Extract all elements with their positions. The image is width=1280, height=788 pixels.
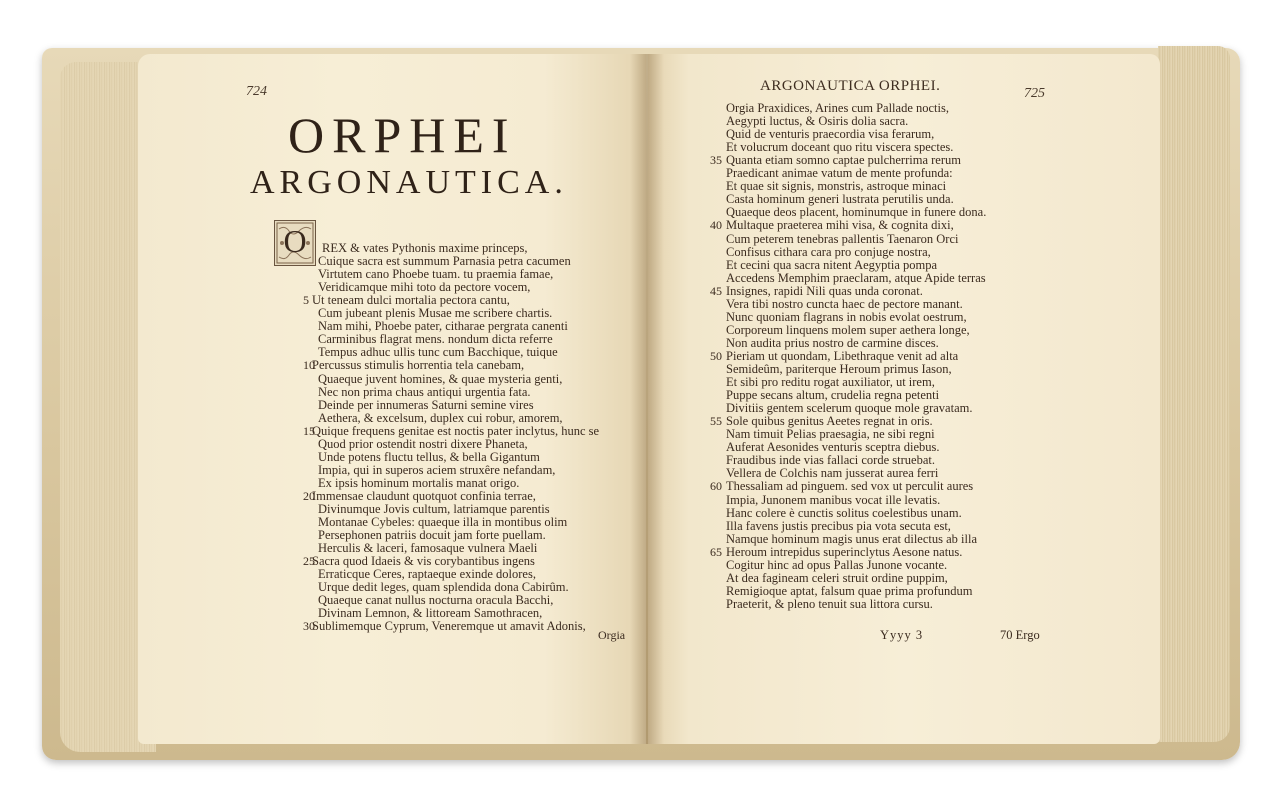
verse-line: Fraudibus inde vias fallaci corde struebat. — [726, 453, 935, 468]
line-number: 45 — [710, 283, 722, 298]
verse-line: Herculis & laceri, famosaque vulnera Maeli — [318, 541, 538, 556]
signature-mark: Yyyy 3 — [880, 628, 924, 642]
verse-line: Illa favens justis precibus pia vota secuta est, — [726, 518, 951, 533]
line-number: 20 — [303, 488, 315, 503]
verse-line: Tempus adhuc ullis tunc cum Bacchique, tuique — [318, 345, 558, 360]
verse-line: Impia, qui in superos aciem struxêre nefandam, — [318, 462, 556, 477]
line-number: 35 — [710, 153, 722, 168]
verse-line: Erraticque Ceres, raptaeque exinde dolores, — [318, 567, 536, 582]
verse-line: Nam mihi, Phoebe pater, citharae pergrata canenti — [318, 319, 568, 334]
verse-line: Praedicant animae vatum de mente profunda: — [726, 166, 953, 181]
verse-line: Cum jubeant plenis Musae me scribere chartis. — [318, 306, 553, 321]
verse-line: Nec non prima chaus antiqui urgentia fata. — [318, 384, 531, 399]
verse-line: Persephonen patriis docuit jam forte puellam. — [318, 528, 546, 543]
verse-line: Quaeque deos placent, hominumque in funere dona. — [726, 205, 987, 220]
line-number: 65 — [710, 544, 722, 559]
gutter-shadow — [630, 54, 664, 744]
verse-line: Thessaliam ad pinguem. sed vox ut perculit aures — [726, 479, 974, 494]
verse-line: Et quae sit signis, monstris, astroque minaci — [726, 179, 947, 194]
verse-line: Sacra quod Idaeis & vis corybantibus ingens — [312, 554, 535, 569]
line-number: 15 — [303, 423, 315, 438]
verse-line: Semideûm, pariterque Heroum primus Iason, — [726, 362, 952, 376]
verse-line: Sublimemque Cyprum, Veneremque ut amavit Adonis, — [312, 619, 586, 634]
right-catchword: 70 Ergo — [1000, 628, 1040, 642]
left-catchword: Orgia — [598, 628, 626, 642]
verse-line: Sole quibus genitus Aeetes regnat in oris. — [726, 414, 933, 429]
verse-line: Aegypti luctus, & Osiris dolia sacra. — [726, 114, 909, 129]
verse-line: Pieriam ut quondam, Libethraque venit ad alta — [726, 348, 959, 363]
verse-line: Nunc quoniam flagrans in nobis evolat oestrum, — [726, 309, 967, 324]
verse-line: Heroum intrepidus superinclytus Aesone natus. — [726, 544, 963, 559]
line-number: 50 — [710, 348, 722, 363]
verse-line: Accedens Memphim praeclaram, atque Apide terras — [726, 270, 986, 285]
ornamental-drop-cap — [274, 220, 316, 266]
verse-line: Divitiis gentem scelerum quoque mole gravatam. — [726, 401, 973, 416]
drop-cap-letter: O — [283, 223, 307, 259]
right-page-block-edge — [1158, 46, 1230, 742]
verse-line: Corporeum linquens molem super aethera longe, — [726, 322, 970, 337]
line-number: 5 — [303, 293, 309, 308]
verse-line: Quid de venturis praecordia visa ferarum, — [726, 127, 935, 142]
verse-line: Vellera de Colchis nam jusserat aurea ferri — [726, 466, 939, 481]
verse-line: Aethera, & excelsum, duplex cui robur, amorem, — [318, 410, 563, 425]
verse-line: Unde potens fluctu tellus, & bella Gigantum — [318, 449, 540, 464]
verse-line: Praeterit, & pleno tenuit sua littora cursu. — [726, 596, 933, 611]
verse-line: Deinde per innumeras Saturni semine vires — [318, 397, 534, 412]
right-page-number: 725 — [1024, 86, 1045, 101]
verse-line: Cogitur hinc ad opus Pallas Junone vocante. — [726, 557, 948, 572]
left-page-number: 724 — [246, 84, 267, 99]
line-number: 30 — [303, 619, 315, 634]
verse-line: Percussus stimulis horrentia tela canebam, — [312, 358, 525, 373]
verse-line: Quaeque juvent homines, & quae mysteria genti, — [318, 371, 563, 386]
verse-line: Virtutem cano Phoebe tuam. tu praemia famae, — [318, 267, 554, 282]
line-number: 40 — [710, 218, 722, 233]
verse-line: Ex ipsis hominum mortalis manat origo. — [318, 475, 520, 490]
verse-line: Namque hominum magis unus erat dilectus ab illa — [726, 531, 977, 546]
verse-line: Et sibi pro reditu rogat auxiliator, ut irem, — [726, 375, 935, 390]
verse-line: Confisus cithara cara pro conjuge nostra, — [726, 244, 931, 259]
line-number: 60 — [710, 479, 722, 494]
verse-line: Casta hominum generi lustrata perutilis unda. — [726, 192, 954, 207]
verse-line: Cum peterem tenebras pallentis Taenaron Orci — [726, 231, 959, 246]
title-line-1: ORPHEI — [288, 107, 517, 163]
verse-line: Divinumque Jovis cultum, latriamque parentis — [318, 502, 550, 516]
line-number: 10 — [303, 358, 315, 373]
verse-line: Remigioque aptat, falsum quae prima profundum — [726, 583, 973, 598]
verse-line: Non audita prius nostro de carmine disces. — [726, 335, 939, 350]
verse-line: Puppe secans altum, crudelia regna petenti — [726, 388, 940, 403]
verse-line: Insignes, rapidi Nili quas unda coronat. — [726, 283, 923, 298]
verse-line: Quaeque canat nullus nocturna oracula Bacchi, — [318, 593, 554, 608]
verse-line: Auferat Aesonides venturis sceptra diebus. — [726, 440, 940, 455]
verse-line: Montanae Cybeles: quaeque illa in montibus olim — [318, 515, 568, 530]
verse-line: Quique frequens genitae est noctis pater inclytus, hunc se — [312, 423, 600, 438]
verse-line: Et volucrum doceant quo ritu viscera spectes. — [726, 140, 954, 155]
verse-line: Urque dedit leges, quam splendida dona Cabirûm. — [318, 580, 569, 595]
verse-line: Ut teneam dulci mortalia pectora cantu, — [312, 293, 510, 308]
verse-line: Vera tibi nostro cuncta haec de pectore manant. — [726, 296, 963, 311]
verse-line: Quod prior ostendit nostri dixere Phaneta, — [318, 436, 528, 451]
verse-line: Et cecini qua sacra nitent Aegyptia pompa — [726, 257, 938, 272]
verse-line: REX & vates Pythonis maxime princeps, — [322, 241, 528, 255]
verse-line: Nam timuit Pelias praesagia, ne sibi regni — [726, 427, 935, 442]
verse-line: Orgia Praxidices, Arines cum Pallade noctis, — [726, 101, 949, 115]
verse-line: Carminibus flagrat mens. nondum dicta referre — [318, 332, 553, 347]
verse-line: Divinam Lemnon, & littoream Samothracen, — [318, 606, 543, 621]
verse-line: Hanc colere è cunctis solitus coelestibus unam. — [726, 505, 962, 520]
running-head: ARGONAUTICA ORPHEI. — [760, 78, 941, 94]
verse-line: Immensae claudunt quotquot confinia terrae, — [312, 488, 536, 503]
verse-line: Veridicamque mihi toto da pectore vocem, — [318, 280, 531, 295]
title-line-2: ARGONAUTICA. — [250, 164, 568, 201]
line-number: 55 — [710, 414, 722, 429]
verse-line: Cuique sacra est summum Parnasia petra cacumen — [318, 254, 571, 269]
line-number: 25 — [303, 554, 315, 569]
verse-line: Impia, Junonem manibus vocat ille levatis. — [726, 492, 941, 507]
verse-line: Quanta etiam somno captae pulcherrima rerum — [726, 153, 961, 168]
verse-line: Multaque praeterea mihi visa, & cognita dixi, — [726, 218, 954, 233]
verse-line: At dea fagineam celeri struit ordine puppim, — [726, 570, 948, 585]
